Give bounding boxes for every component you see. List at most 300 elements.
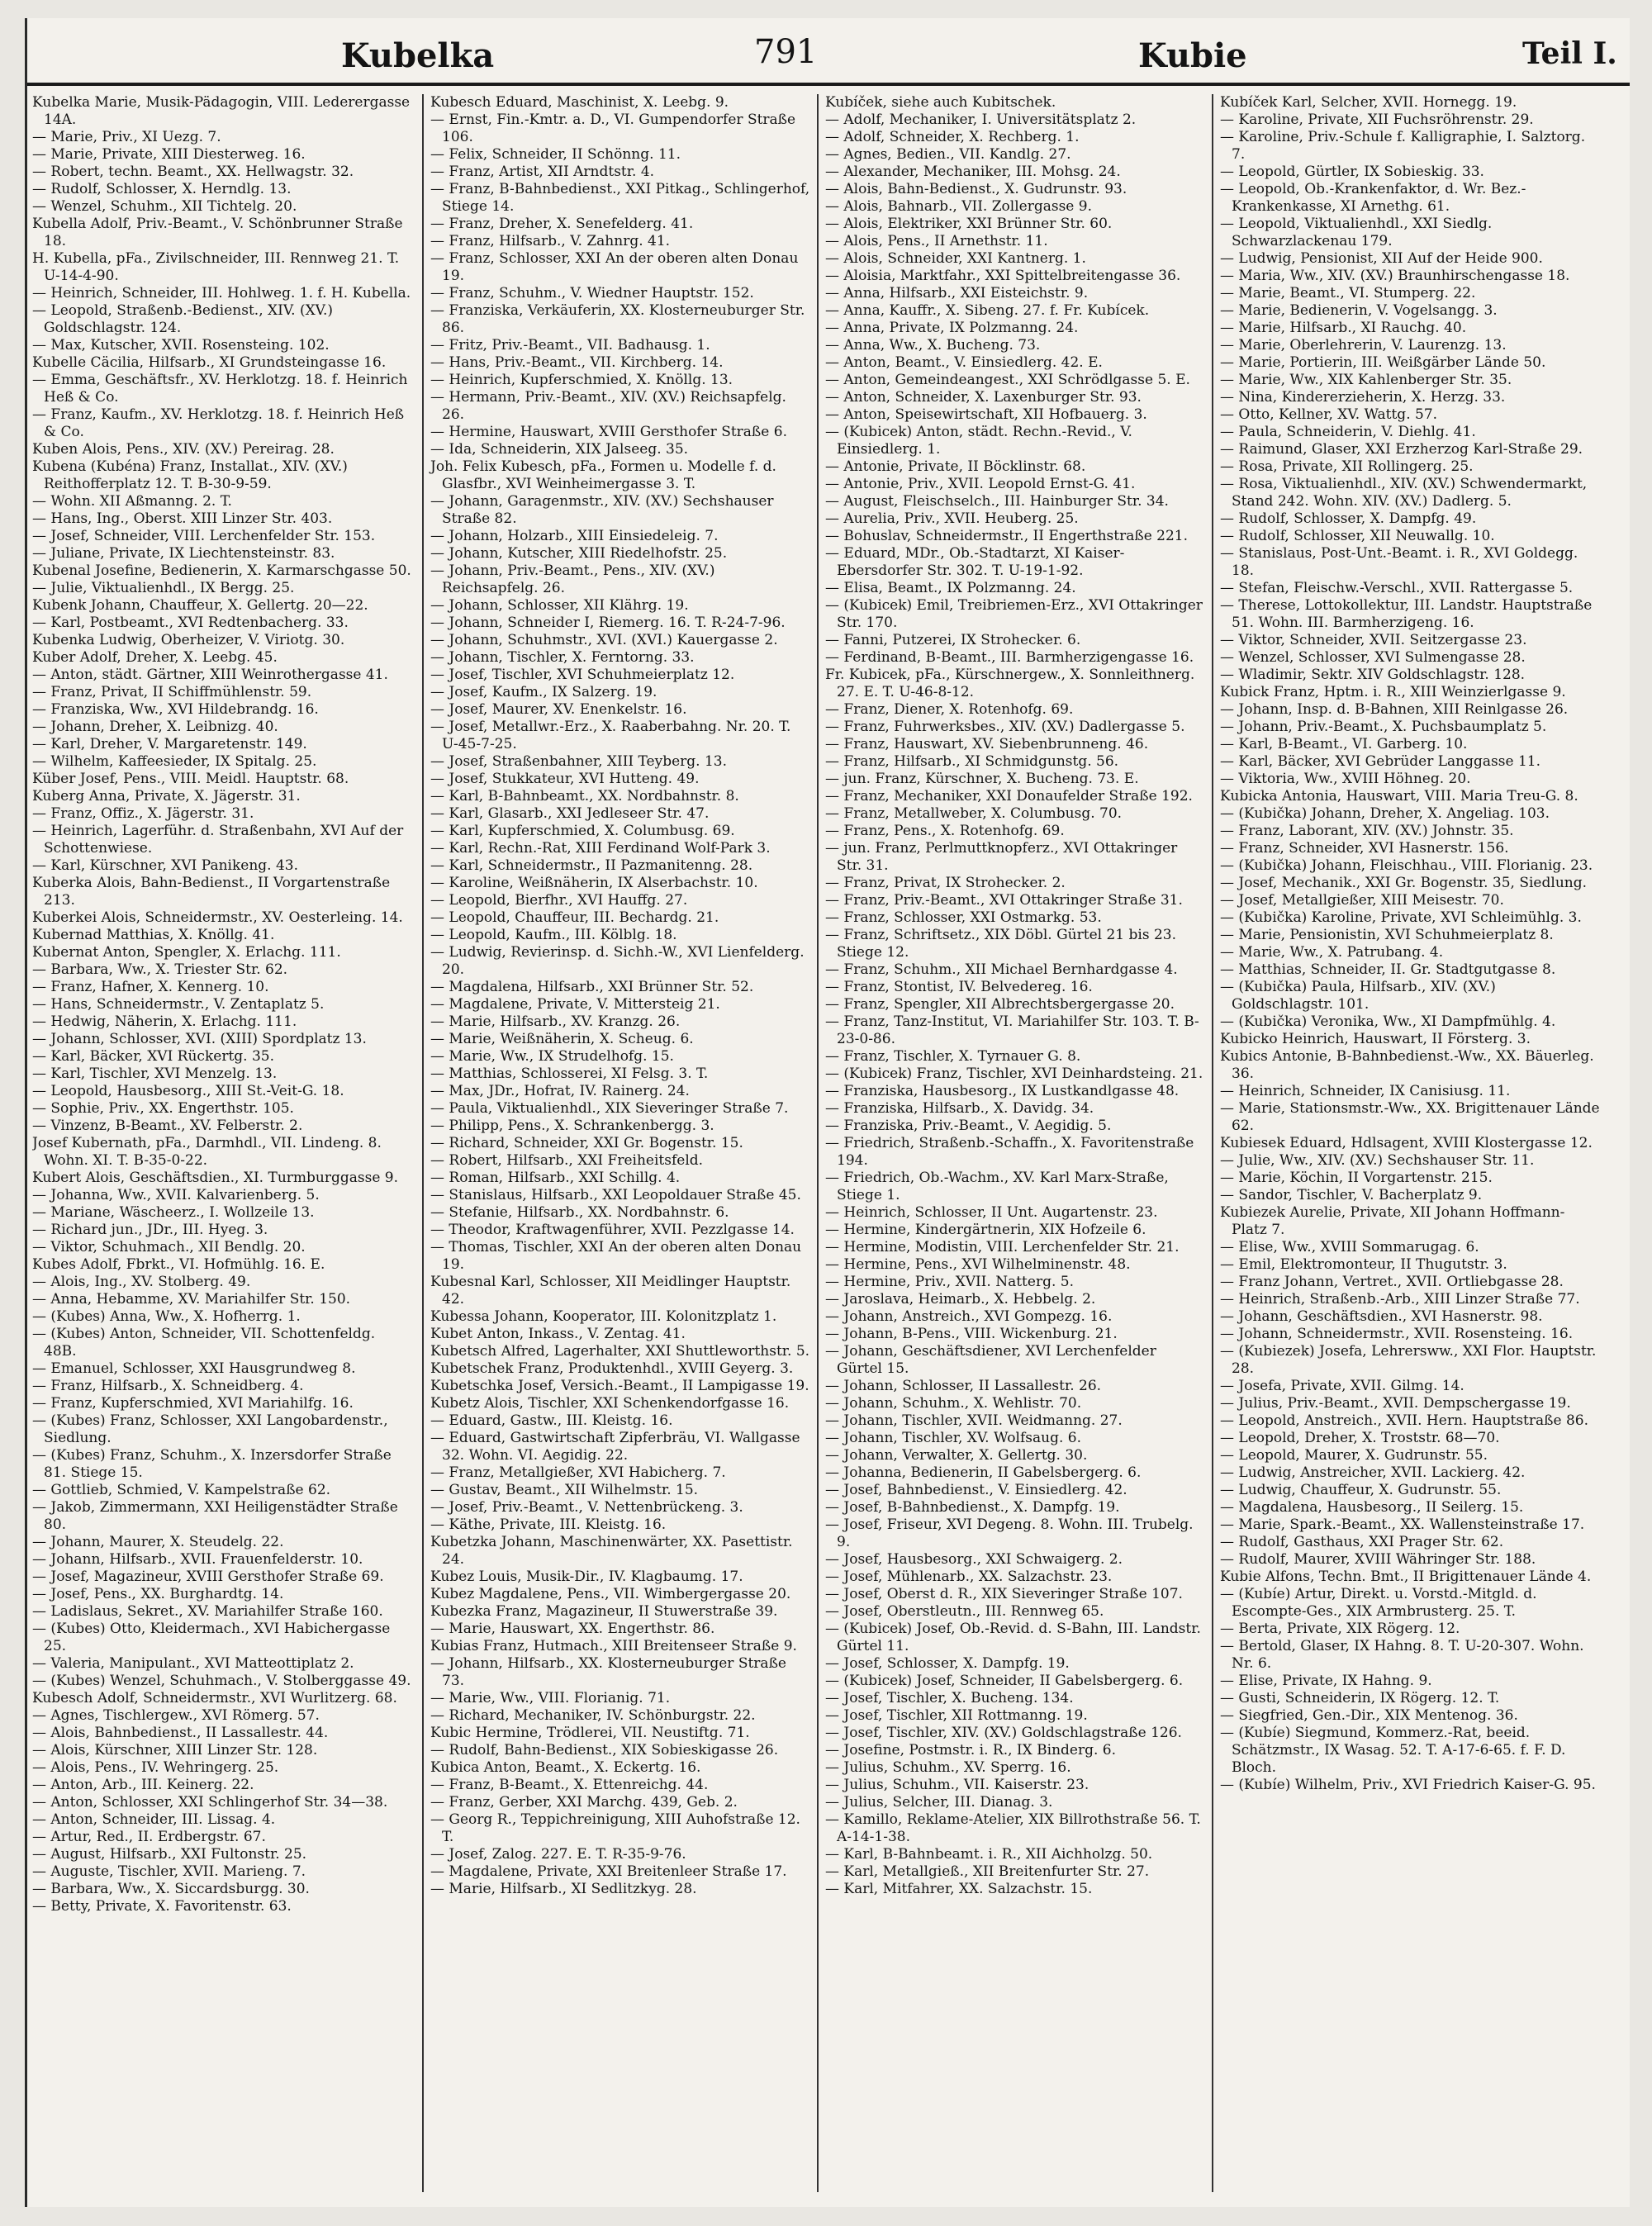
directory-entry: — Anna, Private, IX Polzmanng. 24. bbox=[825, 320, 1079, 336]
directory-entry: — Emanuel, Schlosser, XXI Hausgrundweg 8. bbox=[32, 1360, 356, 1377]
directory-entry: — Rudolf, Maurer, XVIII Währinger Str. 188. bbox=[1220, 1551, 1536, 1568]
directory-entry: — Alois, Ing., XV. Stolberg. 49. bbox=[32, 1274, 251, 1290]
directory-entry: — Auguste, Tischler, XVII. Marieng. 7. bbox=[32, 1863, 306, 1880]
directory-entry: — Franz, Pens., X. Rotenhofg. 69. bbox=[825, 823, 1065, 839]
directory-entry: — Franz, Schriftsetz., XIX Döbl. Gürtel 21 bis 23. Stiege 12. bbox=[825, 927, 1176, 961]
directory-entry: — Heinrich, Schlosser, II Unt. Augartenstr. 23. bbox=[825, 1204, 1158, 1221]
directory-entry: — (Kubes) Otto, Kleidermach., XVI Habichergasse 25. bbox=[32, 1621, 391, 1654]
directory-entry: — Johann, Tischler, XV. Wolfsaug. 6. bbox=[825, 1430, 1081, 1446]
directory-entry: — Marie, Ww., XIX Kahlenberger Str. 35. bbox=[1220, 372, 1512, 388]
directory-entry: — Karl, Postbeamt., XVI Redtenbacherg. 33. bbox=[32, 615, 349, 631]
directory-entry: Kubesnal Karl, Schlosser, XII Meidlinger Hauptstr. 42. bbox=[430, 1274, 791, 1308]
directory-entry: Kubessa Johann, Kooperator, III. Kolonitzplatz 1. bbox=[430, 1308, 777, 1325]
directory-entry: — Marie, Portierin, III. Weißgärber Lände 50. bbox=[1220, 354, 1546, 371]
header-right-keyword: Kubie bbox=[1138, 36, 1247, 75]
directory-entry: Kubenal Josefine, Bedienerin, X. Karmarschgasse 50. bbox=[32, 562, 411, 579]
directory-entry: — jun. Franz, Perlmuttknopferz., XVI Ottakringer Str. 31. bbox=[825, 840, 1178, 874]
directory-entry: — Alois, Pens., II Arnethstr. 11. bbox=[825, 233, 1048, 249]
directory-entry: Kubic Hermine, Trödlerei, VII. Neustiftg. 71. bbox=[430, 1725, 750, 1741]
directory-entry: — Karl, Kürschner, XVI Panikeng. 43. bbox=[32, 857, 299, 874]
directory-entry: — Josef, Hausbesorg., XXI Schwaigerg. 2. bbox=[825, 1551, 1123, 1568]
directory-entry: — Mariane, Wäscheerz., I. Wollzeile 13. bbox=[32, 1204, 315, 1221]
directory-entry: — Karoline, Weißnäherin, IX Alserbachstr. 10. bbox=[430, 875, 758, 891]
directory-entry: — Friedrich, Ob.-Wachm., XV. Karl Marx-Straße, Stiege 1. bbox=[825, 1170, 1169, 1203]
directory-entry: — Josefa, Private, XVII. Gilmg. 14. bbox=[1220, 1378, 1464, 1394]
directory-entry: — Roman, Hilfsarb., XXI Schillg. 4. bbox=[430, 1170, 681, 1186]
directory-entry: — (Kubiezek) Josefa, Lehrersww., XXI Flor. Hauptstr. 28. bbox=[1220, 1343, 1597, 1377]
directory-entry: — Anna, Ww., X. Bucheng. 73. bbox=[825, 337, 1041, 354]
directory-entry: — Theodor, Kraftwagenführer, XVII. Pezzlgasse 14. bbox=[430, 1222, 795, 1238]
directory-entry: — Anton, Schneider, III. Lissag. 4. bbox=[32, 1811, 276, 1828]
directory-entry: — Karl, Dreher, V. Margaretenstr. 149. bbox=[32, 736, 307, 752]
directory-entry: — Karl, Metallgieß., XII Breitenfurter Str. 27. bbox=[825, 1863, 1150, 1880]
directory-entry: — Johann, Schlosser, II Lassallestr. 26. bbox=[825, 1378, 1102, 1394]
directory-entry: Kubez Magdalene, Pens., VII. Wimbergergasse 20. bbox=[430, 1586, 791, 1602]
directory-entry: — Johann, Priv.-Beamt., X. Puchsbaumplatz 5. bbox=[1220, 719, 1547, 735]
directory-entry: — Karl, B-Bahnbeamt. i. R., XII Aichholzg. 50. bbox=[825, 1846, 1153, 1863]
directory-entry: — Marie, Hilfsarb., XI Rauchg. 40. bbox=[1220, 320, 1467, 336]
directory-entry: — Josef, B-Bahnbedienst., X. Dampfg. 19. bbox=[825, 1499, 1120, 1516]
directory-entry: — Franz, Privat, II Schiffmühlenstr. 59. bbox=[32, 684, 312, 700]
directory-entry: — Franz, Tischler, X. Tyrnauer G. 8. bbox=[825, 1048, 1081, 1065]
directory-entry: — Siegfried, Gen.-Dir., XIX Mentenog. 36. bbox=[1220, 1707, 1518, 1724]
directory-entry: — Karl, Tischler, XVI Menzelg. 13. bbox=[32, 1066, 278, 1082]
directory-entry: — Agnes, Bedien., VII. Kandlg. 27. bbox=[825, 146, 1071, 163]
directory-entry: — Anton, Beamt., V. Einsiedlerg. 42. E. bbox=[825, 354, 1103, 371]
directory-entry: — Richard jun., JDr., III. Hyeg. 3. bbox=[32, 1222, 268, 1238]
directory-entry: — Franz, Mechaniker, XXI Donaufelder Straße 192. bbox=[825, 788, 1193, 804]
directory-entry: — Johann, Schlosser, XII Klährg. 19. bbox=[430, 597, 689, 614]
directory-entry: — Franz, Hilfsarb., V. Zahnrg. 41. bbox=[430, 233, 671, 249]
directory-entry: Kubelle Cäcilia, Hilfsarb., XI Grundsteingasse 16. bbox=[32, 354, 387, 371]
directory-entry: — Marie, Priv., XI Uezg. 7. bbox=[32, 129, 221, 145]
directory-entry: — Adolf, Schneider, X. Rechberg. 1. bbox=[825, 129, 1080, 145]
directory-entry: — Stanislaus, Post-Unt.-Beamt. i. R., XVI Goldegg. 18. bbox=[1220, 545, 1578, 579]
directory-entry: — Johann, Schneidermstr., XVII. Rosensteing. 16. bbox=[1220, 1326, 1574, 1342]
directory-entry: — Ludwig, Anstreicher, XVII. Lackierg. 42. bbox=[1220, 1464, 1526, 1481]
directory-entry: — Felix, Schneider, II Schönng. 11. bbox=[430, 146, 681, 163]
directory-entry: — Johanna, Bedienerin, II Gabelsbergerg. 6. bbox=[825, 1464, 1142, 1481]
directory-entry: — Josef, Maurer, XV. Enenkelstr. 16. bbox=[430, 701, 687, 718]
directory-entry: — Franziska, Hausbesorg., IX Lustkandlgasse 48. bbox=[825, 1083, 1180, 1099]
directory-entry: — Marie, Ww., VIII. Florianig. 71. bbox=[430, 1690, 671, 1706]
directory-entry: — Sophie, Priv., XX. Engerthstr. 105. bbox=[32, 1100, 294, 1117]
directory-entry: — Johann, Tischler, XVII. Weidmanng. 27. bbox=[825, 1412, 1123, 1429]
directory-entry: — Franz, Gerber, XXI Marchg. 439, Geb. 2. bbox=[430, 1794, 738, 1811]
directory-entry: — Viktor, Schneider, XVII. Seitzergasse 23. bbox=[1220, 632, 1527, 648]
directory-entry: Kubenk Johann, Chauffeur, X. Gellertg. 20—22. bbox=[32, 597, 368, 614]
directory-entry: — Franz, Diener, X. Rotenhofg. 69. bbox=[825, 701, 1074, 718]
directory-entry: Kubick Franz, Hptm. i. R., XIII Weinzierlgasse 9. bbox=[1220, 684, 1566, 700]
directory-entry: Kubics Antonie, B-Bahnbedienst.-Ww., XX. Bäuerleg. 36. bbox=[1220, 1048, 1594, 1082]
directory-entry: — Leopold, Viktualienhdl., XXI Siedlg. Schwarzlackenau 179. bbox=[1220, 216, 1493, 249]
directory-entry: — Ludwig, Pensionist, XII Auf der Heide 900. bbox=[1220, 250, 1543, 267]
directory-entry: — Josef, Mühlenarb., XX. Salzachstr. 23. bbox=[825, 1569, 1113, 1585]
directory-entry: — Friedrich, Straßenb.-Schaffn., X. Favoritenstraße 194. bbox=[825, 1135, 1194, 1169]
directory-entry: — Josef, Metallgießer, XIII Meisestr. 70. bbox=[1220, 892, 1504, 909]
directory-entry: — Anna, Kauffr., X. Sibeng. 27. f. Fr. Kubícek. bbox=[825, 302, 1150, 319]
directory-entry: — Johann, Schuhm., X. Wehlistr. 70. bbox=[825, 1395, 1082, 1412]
directory-entry: — Wladimir, Sektr. XIV Goldschlagstr. 128. bbox=[1220, 667, 1526, 683]
directory-entry: — Maria, Ww., XIV. (XV.) Braunhirschengasse 18. bbox=[1220, 268, 1570, 284]
directory-entry: — Fritz, Priv.-Beamt., VII. Badhausg. 1. bbox=[430, 337, 710, 354]
directory-entry: Kubiesek Eduard, Hdlsagent, XVIII Klostergasse 12. bbox=[1220, 1135, 1593, 1151]
directory-entry: — Julie, Ww., XIV. (XV.) Sechshauser Str. 11. bbox=[1220, 1152, 1535, 1169]
directory-entry: — Karl, Rechn.-Rat, XIII Ferdinand Wolf-Park 3. bbox=[430, 840, 771, 857]
directory-entry: — (Kubes) Anton, Schneider, VII. Schottenfeldg. 48B. bbox=[32, 1326, 376, 1360]
directory-entry: Kubert Alois, Geschäftsdien., XI. Turmburggasse 9. bbox=[32, 1170, 399, 1186]
directory-entry: — Rudolf, Bahn-Bedienst., XIX Sobieskigasse 26. bbox=[430, 1742, 779, 1758]
directory-entry: — Anton, Speisewirtschaft, XII Hofbauerg. 3. bbox=[825, 406, 1147, 423]
directory-entry: — Anton, Schneider, X. Laxenburger Str. 93. bbox=[825, 389, 1142, 406]
directory-entry: — Josef, Schlosser, X. Dampfg. 19. bbox=[825, 1655, 1070, 1672]
directory-entry: — (Kubes) Wenzel, Schuhmach., V. Stolberggasse 49. bbox=[32, 1673, 411, 1689]
directory-entry: — Franziska, Ww., XVI Hildebrandg. 16. bbox=[32, 701, 319, 718]
directory-entry: — Hermine, Priv., XVII. Natterg. 5. bbox=[825, 1274, 1074, 1290]
directory-entry: — Stefan, Fleischw.-Verschl., XVII. Rattergasse 5. bbox=[1220, 580, 1574, 596]
directory-entry: — Franz, B-Bahnbedienst., XXI Pitkag., Schlingerhof, Stiege 14. bbox=[430, 181, 810, 215]
directory-entry: — Jaroslava, Heimarb., X. Hebbelg. 2. bbox=[825, 1291, 1096, 1308]
directory-entry: — Leopold, Kaufm., III. Kölblg. 18. bbox=[430, 927, 677, 943]
directory-entry: Kubetschka Josef, Versich.-Beamt., II Lampigasse 19. bbox=[430, 1378, 809, 1394]
directory-entry: — Franz, Privat, IX Strohecker. 2. bbox=[825, 875, 1066, 891]
directory-entry: — Franz, Schlosser, XXI An der oberen alten Donau 19. bbox=[430, 250, 799, 284]
directory-entry: — Matthias, Schneider, II. Gr. Stadtgutgasse 8. bbox=[1220, 961, 1556, 978]
directory-entry: — Josef, Straßenbahner, XIII Teyberg. 13. bbox=[430, 753, 728, 770]
directory-entry: H. Kubella, pFa., Zivilschneider, III. Rennweg 21. T. U-14-4-90. bbox=[32, 250, 400, 284]
directory-entry: — Josef, Tischler, XIV. (XV.) Goldschlagstraße 126. bbox=[825, 1725, 1182, 1741]
directory-entry: — Franz Johann, Vertret., XVII. Ortliebgasse 28. bbox=[1220, 1274, 1564, 1290]
directory-entry: — Rosa, Private, XII Rollingerg. 25. bbox=[1220, 458, 1474, 475]
directory-entry: — August, Fleischselch., III. Hainburger Str. 34. bbox=[825, 493, 1169, 510]
directory-entry: — Rudolf, Schlosser, XII Neuwallg. 10. bbox=[1220, 528, 1495, 544]
directory-entry: — Franz, Metallgießer, XVI Habicherg. 7. bbox=[430, 1464, 726, 1481]
directory-entry: — Karl, Glasarb., XXI Jedleseer Str. 47. bbox=[430, 805, 710, 822]
directory-entry: — Ferdinand, B-Beamt., III. Barmherzigengasse 16. bbox=[825, 649, 1194, 666]
directory-entry: — Leopold, Maurer, X. Gudrunstr. 55. bbox=[1220, 1447, 1488, 1464]
directory-entry: — Franz, Metallweber, X. Columbusg. 70. bbox=[825, 805, 1123, 822]
directory-entry: — Adolf, Mechaniker, I. Universitätsplatz 2. bbox=[825, 112, 1137, 128]
directory-entry: Kubetschek Franz, Produktenhdl., XVIII Geyerg. 3. bbox=[430, 1360, 794, 1377]
directory-entry: — Karl, Bäcker, XVI Rückertg. 35. bbox=[32, 1048, 275, 1065]
directory-entry: — Aloisia, Marktfahr., XXI Spittelbreitengasse 36. bbox=[825, 268, 1181, 284]
directory-entry: — Johann, Insp. d. B-Bahnen, XIII Reinlgasse 26. bbox=[1220, 701, 1569, 718]
directory-entry: — Johann, Hilfsarb., XX. Klosterneuburger Straße 73. bbox=[430, 1655, 786, 1689]
directory-entry: — Heinrich, Schneider, III. Hohlweg. 1. f. H. Kubella. bbox=[32, 285, 411, 301]
column-4 bbox=[1212, 94, 1600, 2192]
directory-entry: Kubernat Anton, Spengler, X. Erlachg. 111. bbox=[32, 944, 341, 961]
directory-entry: — Fanni, Putzerei, IX Strohecker. 6. bbox=[825, 632, 1081, 648]
directory-entry: — Franz, Tanz-Institut, VI. Mariahilfer Str. 103. T. B-23-0-86. bbox=[825, 1013, 1199, 1047]
directory-entry: — Hans, Ing., Oberst. XIII Linzer Str. 403. bbox=[32, 510, 333, 527]
directory-entry: Kubes Adolf, Fbrkt., VI. Hofmühlg. 16. E. bbox=[32, 1256, 325, 1273]
directory-entry: Fr. Kubicek, pFa., Kürschnergew., X. Sonnleithnerg. 27. E. T. U-46-8-12. bbox=[825, 667, 1195, 700]
directory-entry: — jun. Franz, Kürschner, X. Bucheng. 73. E. bbox=[825, 771, 1139, 787]
directory-entry: — Käthe, Private, III. Kleistg. 16. bbox=[430, 1516, 667, 1533]
directory-entry: — Anton, städt. Gärtner, XIII Weinrothergasse 41. bbox=[32, 667, 388, 683]
directory-entry: — (Kubička) Karoline, Private, XVI Schleimühlg. 3. bbox=[1220, 909, 1582, 926]
directory-entry: — Antonie, Priv., XVII. Leopold Ernst-G. 41. bbox=[825, 476, 1136, 492]
directory-entry: — Heinrich, Lagerführ. d. Straßenbahn, XVI Auf der Schottenwiese. bbox=[32, 823, 404, 857]
directory-entry: — Franz, Offiz., X. Jägerstr. 31. bbox=[32, 805, 254, 822]
directory-entry: — Franz, Hilfsarb., X. Schneidberg. 4. bbox=[32, 1378, 304, 1394]
directory-entry: — Alois, Pens., IV. Wehringerg. 25. bbox=[32, 1759, 279, 1776]
directory-entry: — Eduard, MDr., Ob.-Stadtarzt, XI Kaiser-Ebersdorfer Str. 302. T. U-19-1-92. bbox=[825, 545, 1125, 579]
directory-entry: — Viktoria, Ww., XVIII Höhneg. 20. bbox=[1220, 771, 1471, 787]
directory-entry: — Franz, Schlosser, XXI Ostmarkg. 53. bbox=[825, 909, 1102, 926]
directory-entry: — Rudolf, Schlosser, X. Dampfg. 49. bbox=[1220, 510, 1477, 527]
directory-entry: — Josef, Priv.-Beamt., V. Nettenbrückeng. 3. bbox=[430, 1499, 743, 1516]
directory-entry: — Leopold, Dreher, X. Troststr. 68—70. bbox=[1220, 1430, 1500, 1446]
directory-entry: Kubesch Adolf, Schneidermstr., XVI Wurlitzerg. 68. bbox=[32, 1690, 397, 1706]
directory-entry: — Leopold, Straßenb.-Bedienst., XIV. (XV.) Goldschlagstr. 124. bbox=[32, 302, 334, 336]
directory-entry: — Gustav, Beamt., XII Wilhelmstr. 15. bbox=[430, 1482, 699, 1498]
directory-entry: — Leopold, Hausbesorg., XIII St.-Veit-G. 18. bbox=[32, 1083, 344, 1099]
directory-entry: — Robert, Hilfsarb., XXI Freiheitsfeld. bbox=[430, 1152, 704, 1169]
directory-entry: — Alexander, Mechaniker, III. Mohsg. 24. bbox=[825, 164, 1121, 180]
directory-entry: — Franz, Laborant, XIV. (XV.) Johnstr. 35. bbox=[1220, 823, 1514, 839]
directory-entry: — Franz, Hauswart, XV. Siebenbrunneng. 46. bbox=[825, 736, 1149, 752]
directory-entry: — Karl, B-Bahnbeamt., XX. Nordbahnstr. 8. bbox=[430, 788, 739, 804]
directory-entry: — Marie, Köchin, II Vorgartenstr. 215. bbox=[1220, 1170, 1493, 1186]
directory-entry: — Josef, Schneider, VIII. Lerchenfelder Str. 153. bbox=[32, 528, 376, 544]
directory-entry: — Marie, Pensionistin, XVI Schuhmeierplatz 8. bbox=[1220, 927, 1554, 943]
directory-entry: — Stefanie, Hilfsarb., XX. Nordbahnstr. 6. bbox=[430, 1204, 729, 1221]
directory-entry: — Leopold, Anstreich., XVII. Hern. Hauptstraße 86. bbox=[1220, 1412, 1589, 1429]
directory-entry: — Magdalene, Private, XXI Breitenleer Straße 17. bbox=[430, 1863, 787, 1880]
directory-entry: — Marie, Beamt., VI. Stumperg. 22. bbox=[1220, 285, 1476, 301]
directory-entry: — Johann, Kutscher, XIII Riedelhofstr. 25. bbox=[430, 545, 728, 562]
directory-entry: — Ludwig, Chauffeur, X. Gudrunstr. 55. bbox=[1220, 1482, 1502, 1498]
directory-entry: — Anna, Hilfsarb., XXI Eisteichstr. 9. bbox=[825, 285, 1089, 301]
directory-entry: — (Kubes) Franz, Schuhm., X. Inzersdorfer Straße 81. Stiege 15. bbox=[32, 1447, 392, 1481]
directory-entry: — Anton, Gemeindeangest., XXI Schrödlgasse 5. E. bbox=[825, 372, 1190, 388]
directory-entry: — Rudolf, Gasthaus, XXI Prager Str. 62. bbox=[1220, 1534, 1504, 1550]
directory-entry: — (Kubička) Johann, Fleischhau., VIII. Florianig. 23. bbox=[1220, 857, 1593, 874]
directory-entry: — Ludwig, Revierinsp. d. Sichh.-W., XVI Lienfelderg. 20. bbox=[430, 944, 805, 978]
directory-entry: — (Kubes) Anna, Ww., X. Hofherrg. 1. bbox=[32, 1308, 301, 1325]
directory-entry: — Franziska, Priv.-Beamt., V. Aegidig. 5. bbox=[825, 1118, 1112, 1134]
directory-entry: Joh. Felix Kubesch, pFa., Formen u. Modelle f. d. Glasfbr., XVI Weinheimergasse 3. T. bbox=[430, 458, 776, 492]
directory-entry: — Heinrich, Kupferschmied, X. Knöllg. 13. bbox=[430, 372, 733, 388]
directory-entry: Kubíček, siehe auch Kubitschek. bbox=[825, 94, 1056, 111]
directory-entry: — (Kubicek) Anton, städt. Rechn.-Revid., V. Einsiedlerg. 1. bbox=[825, 424, 1132, 458]
directory-entry: — Juliane, Private, IX Liechtensteinstr. 83. bbox=[32, 545, 335, 562]
columns bbox=[27, 94, 1630, 2192]
directory-entry: — Wenzel, Schlosser, XVI Sulmengasse 28. bbox=[1220, 649, 1526, 666]
directory-entry: — Stanislaus, Hilfsarb., XXI Leopoldauer Straße 45. bbox=[430, 1187, 801, 1203]
directory-entry: — Max, JDr., Hofrat, IV. Rainerg. 24. bbox=[430, 1083, 690, 1099]
directory-entry: — Karl, Kupferschmied, X. Columbusg. 69. bbox=[430, 823, 735, 839]
header-left-keyword: Kubelka bbox=[341, 36, 495, 75]
directory-entry: — Johann, Geschäftsdiener, XVI Lerchenfelder Gürtel 15. bbox=[825, 1343, 1156, 1377]
directory-entry: — Ladislaus, Sekret., XV. Mariahilfer Straße 160. bbox=[32, 1603, 383, 1620]
directory-entry: — Marie, Private, XIII Diesterweg. 16. bbox=[32, 146, 306, 163]
directory-entry: — Hans, Priv.-Beamt., VII. Kirchberg. 14. bbox=[430, 354, 724, 371]
directory-entry: — Franz, Hilfsarb., XI Schmidgunstg. 56. bbox=[825, 753, 1119, 770]
directory-entry: — Jakob, Zimmermann, XXI Heiligenstädter Straße 80. bbox=[32, 1499, 398, 1533]
directory-entry: — Philipp, Pens., X. Schrankenbergg. 3. bbox=[430, 1118, 714, 1134]
directory-entry: — Gusti, Schneiderin, IX Rögerg. 12. T. bbox=[1220, 1690, 1500, 1706]
directory-entry: — Nina, Kindererzieherin, X. Herzg. 33. bbox=[1220, 389, 1506, 406]
directory-entry: — Johann, Holzarb., XIII Einsiedeleig. 7. bbox=[430, 528, 719, 544]
directory-entry: — Josef, Tischler, XVI Schuhmeierplatz 12. bbox=[430, 667, 735, 683]
directory-entry: — (Kubicek) Franz, Tischler, XVI Deinhardsteing. 21. bbox=[825, 1066, 1203, 1082]
directory-entry: — Marie, Oberlehrerin, V. Laurenzg. 13. bbox=[1220, 337, 1507, 354]
directory-entry: Kuber Adolf, Dreher, X. Leebg. 45. bbox=[32, 649, 278, 666]
directory-entry: — Josef, Oberst d. R., XIX Sieveringer Straße 107. bbox=[825, 1586, 1183, 1602]
directory-entry: — Franz, Artist, XII Arndtstr. 4. bbox=[430, 164, 655, 180]
directory-entry: Kubezka Franz, Magazineur, II Stuwerstraße 39. bbox=[430, 1603, 778, 1620]
directory-entry: — Julie, Viktualienhdl., IX Bergg. 25. bbox=[32, 580, 295, 596]
directory-entry: — Hermine, Kindergärtnerin, XIX Hofzeile 6. bbox=[825, 1222, 1146, 1238]
directory-entry: — (Kubicek) Josef, Schneider, II Gabelsbergerg. 6. bbox=[825, 1673, 1184, 1689]
directory-entry: — Bohuslav, Schneidermstr., II Engerthstraße 221. bbox=[825, 528, 1189, 544]
directory-entry: — Elise, Ww., XVIII Sommarugag. 6. bbox=[1220, 1239, 1479, 1255]
directory-entry: — Anna, Hebamme, XV. Mariahilfer Str. 150. bbox=[32, 1291, 351, 1308]
directory-entry: — Viktor, Schuhmach., XII Bendlg. 20. bbox=[32, 1239, 306, 1255]
directory-entry: — Otto, Kellner, XV. Wattg. 57. bbox=[1220, 406, 1438, 423]
directory-entry: — Franz, Hafner, X. Kennerg. 10. bbox=[32, 979, 269, 995]
directory-entry: Kubiezek Aurelie, Private, XII Johann Hoffmann-Platz 7. bbox=[1220, 1204, 1565, 1238]
directory-entry: — Valeria, Manipulant., XVI Matteottiplatz 2. bbox=[32, 1655, 354, 1672]
directory-entry: — Therese, Lottokollektur, III. Landstr. Hauptstraße 51. Wohn. III. Barmherzigeng. 16. bbox=[1220, 597, 1593, 631]
directory-entry: — Johann, Schuhmstr., XVI. (XVI.) Kauergasse 2. bbox=[430, 632, 778, 648]
directory-entry: — (Kubíe) Artur, Direkt. u. Vorstd.-Mitgld. d. Escompte-Ges., XIX Armbrusterg. 25. T. bbox=[1220, 1586, 1537, 1620]
directory-entry: — Ernst, Fin.-Kmtr. a. D., VI. Gumpendorfer Straße 106. bbox=[430, 112, 796, 145]
directory-entry: Kubernad Matthias, X. Knöllg. 41. bbox=[32, 927, 275, 943]
directory-entry: — Kamillo, Reklame-Atelier, XIX Billrothstraße 56. T. A-14-1-38. bbox=[825, 1811, 1201, 1845]
directory-entry: — Robert, techn. Beamt., XX. Hellwagstr. 32. bbox=[32, 164, 354, 180]
directory-entry: — Eduard, Gastwirtschaft Zipferbräu, VI. Wallgasse 32. Wohn. VI. Aegidig. 22. bbox=[430, 1430, 800, 1464]
directory-entry: — Gottlieb, Schmied, V. Kampelstraße 62. bbox=[32, 1482, 331, 1498]
directory-entry: — Leopold, Bierfhr., XVI Hauffg. 27. bbox=[430, 892, 688, 909]
directory-entry: Kubetsch Alfred, Lagerhalter, XXI Shuttleworthstr. 5. bbox=[430, 1343, 810, 1360]
directory-entry: — (Kubička) Johann, Dreher, X. Angeliag. 103. bbox=[1220, 805, 1550, 822]
directory-entry: — Josef, Tischler, X. Bucheng. 134. bbox=[825, 1690, 1074, 1706]
directory-entry: — Emma, Geschäftsfr., XV. Herklotzg. 18. f. Heinrich Heß & Co. bbox=[32, 372, 408, 406]
directory-entry: — Heinrich, Schneider, IX Canisiusg. 11. bbox=[1220, 1083, 1511, 1099]
directory-entry: Kuberkei Alois, Schneidermstr., XV. Oesterleing. 14. bbox=[32, 909, 403, 926]
directory-entry: — Johann, Maurer, X. Steudelg. 22. bbox=[32, 1534, 284, 1550]
directory-entry: Kubias Franz, Hutmach., XIII Breitenseer Straße 9. bbox=[430, 1638, 797, 1654]
directory-entry: Kuberka Alois, Bahn-Bedienst., II Vorgartenstraße 213. bbox=[32, 875, 391, 909]
directory-entry: — Hermine, Pens., XVI Wilhelminenstr. 48. bbox=[825, 1256, 1131, 1273]
directory-entry: — Magdalena, Hausbesorg., II Seilerg. 15. bbox=[1220, 1499, 1524, 1516]
directory-entry: Kuben Alois, Pens., XIV. (XV.) Pereirag. 28. bbox=[32, 441, 335, 458]
directory-entry: — Hermine, Modistin, VIII. Lerchenfelder Str. 21. bbox=[825, 1239, 1180, 1255]
directory-entry: — Betty, Private, X. Favoritenstr. 63. bbox=[32, 1898, 292, 1915]
directory-entry: — Alois, Elektriker, XXI Brünner Str. 60. bbox=[825, 216, 1113, 232]
directory-entry: — Elisa, Beamt., IX Polzmanng. 24. bbox=[825, 580, 1076, 596]
directory-entry: — Marie, Ww., IX Strudelhofg. 15. bbox=[430, 1048, 674, 1065]
directory-entry: — Josef, Bahnbedienst., V. Einsiedlerg. 42. bbox=[825, 1482, 1127, 1498]
directory-entry: — Vinzenz, B-Beamt., XV. Felberstr. 2. bbox=[32, 1118, 303, 1134]
directory-entry: Kubíček Karl, Selcher, XVII. Hornegg. 19. bbox=[1220, 94, 1517, 111]
directory-entry: Kubetzka Johann, Maschinenwärter, XX. Pasettistr. 24. bbox=[430, 1534, 793, 1568]
directory-entry: — Eduard, Gastw., III. Kleistg. 16. bbox=[430, 1412, 673, 1429]
directory-entry: — Johann, Verwalter, X. Gellertg. 30. bbox=[825, 1447, 1088, 1464]
directory-entry: — Hermine, Hauswart, XVIII Gersthofer Straße 6. bbox=[430, 424, 787, 440]
directory-entry: — Hans, Schneidermstr., V. Zentaplatz 5. bbox=[32, 996, 325, 1013]
directory-entry: — Marie, Stationsmstr.-Ww., XX. Brigittenauer Lände 62. bbox=[1220, 1100, 1600, 1134]
directory-entry: — Franz, Stontist, IV. Belvedereg. 16. bbox=[825, 979, 1093, 995]
directory-entry: — Josef, Zalog. 227. E. T. R-35-9-76. bbox=[430, 1846, 686, 1863]
directory-entry: — Paula, Viktualienhdl., XIX Sieveringer Straße 7. bbox=[430, 1100, 789, 1117]
directory-entry: — Josef, Stukkateur, XVI Hutteng. 49. bbox=[430, 771, 700, 787]
directory-entry: — Elise, Private, IX Hahng. 9. bbox=[1220, 1673, 1432, 1689]
directory-entry: — Richard, Schneider, XXI Gr. Bogenstr. 15. bbox=[430, 1135, 743, 1151]
directory-entry: — Johann, Anstreich., XVI Gompezg. 16. bbox=[825, 1308, 1113, 1325]
directory-entry: — Julius, Schuhm., XV. Sperrg. 16. bbox=[825, 1759, 1071, 1776]
directory-entry: — Raimund, Glaser, XXI Erzherzog Karl-Straße 29. bbox=[1220, 441, 1583, 458]
directory-entry: — Berta, Private, XIX Rögerg. 12. bbox=[1220, 1621, 1460, 1637]
directory-entry: — Hedwig, Näherin, X. Erlachg. 111. bbox=[32, 1013, 297, 1030]
directory-entry: — Alois, Schneider, XXI Kantnerg. 1. bbox=[825, 250, 1086, 267]
directory-entry: — Franz, Kupferschmied, XVI Mariahilfg. 16. bbox=[32, 1395, 354, 1412]
directory-entry: — Georg R., Teppichreinigung, XIII Auhofstraße 12. T. bbox=[430, 1811, 800, 1845]
directory-entry: — Josef, Metallwr.-Erz., X. Raaberbahng. Nr. 20. T. U-45-7-25. bbox=[430, 719, 791, 752]
directory-entry: Kubetz Alois, Tischler, XXI Schenkendorfgasse 16. bbox=[430, 1395, 790, 1412]
column-2 bbox=[422, 94, 810, 2192]
directory-entry: — Franz, Fuhrwerksbes., XIV. (XV.) Dadlergasse 5. bbox=[825, 719, 1185, 735]
directory-entry: — Marie, Hilfsarb., XV. Kranzg. 26. bbox=[430, 1013, 681, 1030]
directory-entry: — Josef, Tischler, XII Rottmanng. 19. bbox=[825, 1707, 1088, 1724]
directory-entry: — Josef, Mechanik., XXI Gr. Bogenstr. 35, Siedlung. bbox=[1220, 875, 1588, 891]
directory-entry: — Richard, Mechaniker, IV. Schönburgstr. 22. bbox=[430, 1707, 756, 1724]
directory-entry: — Marie, Weißnäherin, X. Scheug. 6. bbox=[430, 1031, 694, 1047]
directory-entry: Kubesch Eduard, Maschinist, X. Leebg. 9. bbox=[430, 94, 729, 111]
directory-entry: — Johann, Priv.-Beamt., Pens., XIV. (XV.) Reichsapfelg. 26. bbox=[430, 562, 715, 596]
page-header bbox=[27, 18, 1630, 86]
directory-entry: — Rudolf, Schlosser, X. Herndlg. 13. bbox=[32, 181, 292, 197]
directory-entry: — Franz, Dreher, X. Senefelderg. 41. bbox=[430, 216, 694, 232]
header-part: Teil I. bbox=[1522, 36, 1617, 71]
directory-entry: — Heinrich, Straßenb.-Arb., XIII Linzer Straße 77. bbox=[1220, 1291, 1580, 1308]
directory-entry: — Anton, Schlosser, XXI Schlingerhof Str. 34—38. bbox=[32, 1794, 388, 1811]
directory-entry: Kubica Anton, Beamt., X. Eckertg. 16. bbox=[430, 1759, 701, 1776]
directory-entry: Kuberg Anna, Private, X. Jägerstr. 31. bbox=[32, 788, 301, 804]
directory-entry: — August, Hilfsarb., XXI Fultonstr. 25. bbox=[32, 1846, 307, 1863]
directory-entry: — Artur, Red., II. Erdbergstr. 67. bbox=[32, 1829, 266, 1845]
directory-entry: — Wilhelm, Kaffeesieder, IX Spitalg. 25. bbox=[32, 753, 317, 770]
directory-entry: — Alois, Bahnbedienst., II Lassallestr. 44. bbox=[32, 1725, 329, 1741]
directory-entry: — (Kubička) Paula, Hilfsarb., XIV. (XV.) Goldschlagstr. 101. bbox=[1220, 979, 1496, 1013]
directory-entry: — (Kubicek) Emil, Treibriemen-Erz., XVI Ottakringer Str. 170. bbox=[825, 597, 1203, 631]
directory-entry: — Karl, B-Beamt., VI. Garberg. 10. bbox=[1220, 736, 1468, 752]
directory-entry: — Johann, Garagenmstr., XIV. (XV.) Sechshauser Straße 82. bbox=[430, 493, 774, 527]
directory-entry: — Thomas, Tischler, XXI An der oberen alten Donau 19. bbox=[430, 1239, 802, 1273]
directory-entry: — Antonie, Private, II Böcklinstr. 68. bbox=[825, 458, 1086, 475]
directory-entry: Kubelka Marie, Musik-Pädagogin, VIII. Lederergasse 14A. bbox=[32, 94, 411, 128]
directory-entry: — Leopold, Ob.-Krankenfaktor, d. Wr. Bez.-Krankenkasse, XI Arnethg. 61. bbox=[1220, 181, 1526, 215]
directory-entry: — Franz, Schuhm., XII Michael Bernhardgasse 4. bbox=[825, 961, 1178, 978]
directory-entry: — Agnes, Tischlergew., XVI Römerg. 57. bbox=[32, 1707, 320, 1724]
directory-entry: Kubena (Kubéna) Franz, Installat., XIV. (XV.) Reithofferplatz 12. T. B-30-9-59. bbox=[32, 458, 348, 492]
directory-entry: — Julius, Schuhm., VII. Kaiserstr. 23. bbox=[825, 1777, 1089, 1793]
directory-entry: — Rosa, Viktualienhdl., XIV. (XV.) Schwendermarkt, Stand 242. Wohn. XIV. (XV.) Dadlerg. 5. bbox=[1220, 476, 1588, 510]
directory-entry: — Karoline, Priv.-Schule f. Kalligraphie, I. Salztorg. 7. bbox=[1220, 129, 1586, 163]
directory-entry: — Franziska, Hilfsarb., X. Davidg. 34. bbox=[825, 1100, 1094, 1117]
directory-entry: — Josef, Pens., XX. Burghardtg. 14. bbox=[32, 1586, 284, 1602]
directory-entry: — Josef, Magazineur, XVIII Gersthofer Straße 69. bbox=[32, 1569, 384, 1585]
directory-entry: — Paula, Schneiderin, V. Diehlg. 41. bbox=[1220, 424, 1476, 440]
column-1 bbox=[32, 94, 412, 2192]
directory-entry: — Josef, Oberstleutn., III. Rennweg 65. bbox=[825, 1603, 1104, 1620]
directory-entry: — Karoline, Private, XII Fuchsröhrenstr. 29. bbox=[1220, 112, 1534, 128]
directory-entry: — Johann, Tischler, X. Ferntorng. 33. bbox=[430, 649, 695, 666]
directory-entry: — Johann, Schlosser, XVI. (XIII) Spordplatz 13. bbox=[32, 1031, 367, 1047]
